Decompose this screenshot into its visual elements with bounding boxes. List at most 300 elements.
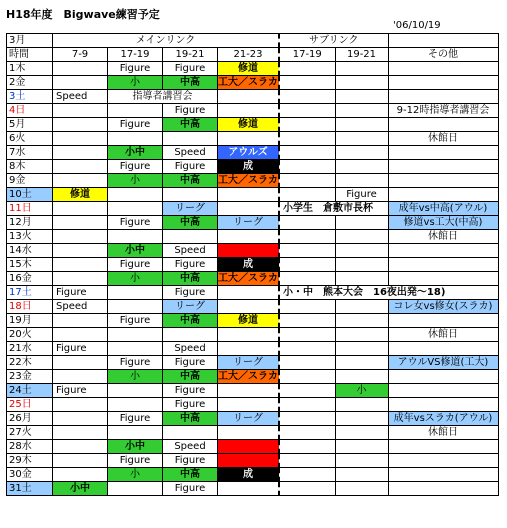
weekday: 火 — [21, 427, 32, 438]
day-row — [7, 146, 499, 160]
weekday: 木 — [21, 357, 32, 368]
slot-cell — [108, 104, 163, 118]
slot-cell: 中高 — [163, 272, 218, 286]
slot-cell: Figure — [108, 62, 163, 76]
slot-cell: Figure — [53, 384, 108, 398]
note-cell: 休館日 — [388, 132, 498, 146]
day-number: 10 — [9, 189, 22, 200]
weekday: 水 — [21, 441, 32, 452]
weekday: 金 — [15, 175, 26, 186]
note-cell — [388, 258, 498, 272]
slot-cell: 小 — [108, 174, 163, 188]
day-label — [7, 62, 53, 76]
weekday: 水 — [21, 343, 32, 354]
day-number: 7 — [9, 147, 16, 158]
day-number: 24 — [9, 385, 22, 396]
weekday: 水 — [21, 245, 32, 256]
day-number: 12 — [9, 217, 22, 228]
slot-cell — [218, 454, 280, 468]
slot-cell — [335, 76, 388, 90]
day-label — [7, 426, 53, 440]
slot-cell: リーグ — [218, 412, 280, 426]
slot-cell — [279, 258, 335, 272]
slot-cell: Figure — [163, 356, 218, 370]
slot-cell — [279, 356, 335, 370]
slot-cell — [108, 286, 163, 300]
other-header: その他 — [388, 48, 498, 62]
slot-cell: 修道 — [218, 62, 280, 76]
note-cell — [388, 188, 498, 202]
slot-cell — [108, 230, 163, 244]
weekday: 月 — [21, 315, 32, 326]
note-cell — [388, 76, 498, 90]
day-number: 22 — [9, 357, 22, 368]
slot-cell — [335, 342, 388, 356]
slot-cell — [53, 468, 108, 482]
weekday: 火 — [15, 133, 26, 144]
slot-cell: 小 — [108, 468, 163, 482]
slot-cell — [279, 174, 335, 188]
day-number: 4 — [9, 105, 16, 116]
slot-cell: Speed — [163, 244, 218, 258]
slot-cell — [335, 146, 388, 160]
slot-cell: Figure — [163, 454, 218, 468]
slot-cell — [335, 216, 388, 230]
slot-cell: 小 — [108, 370, 163, 384]
slot-cell: リーグ — [163, 202, 218, 216]
note-cell — [388, 244, 498, 258]
day-number: 2 — [9, 77, 16, 88]
slot-cell — [279, 230, 335, 244]
weekday: 土 — [21, 385, 32, 396]
slot-cell: 修道 — [218, 314, 280, 328]
slot-cell — [218, 244, 280, 258]
day-row — [7, 426, 499, 440]
day-row — [7, 174, 499, 188]
day-label — [7, 188, 53, 202]
weekday: 月 — [21, 413, 32, 424]
slot-cell — [53, 258, 108, 272]
time-slot: 19-21 — [163, 48, 218, 62]
day-label — [7, 342, 53, 356]
slot-cell — [218, 482, 280, 496]
slot-cell — [335, 160, 388, 174]
slot-cell — [279, 426, 335, 440]
day-row — [7, 370, 499, 384]
day-row — [7, 356, 499, 370]
slot-cell: Figure — [163, 384, 218, 398]
slot-cell: Figure — [163, 258, 218, 272]
weekday: 木 — [21, 259, 32, 270]
slot-cell: 工大／スラカ — [218, 273, 278, 284]
day-label — [7, 76, 53, 90]
note-cell: 成年vsスラカ(アウル) — [388, 412, 498, 426]
day-label — [7, 230, 53, 244]
weekday: 土 — [21, 189, 32, 200]
note-cell — [388, 384, 498, 398]
slot-cell — [279, 454, 335, 468]
day-label — [7, 258, 53, 272]
day-number: 13 — [9, 231, 22, 242]
slot-cell: 成 — [218, 258, 280, 272]
slot-cell — [279, 118, 335, 132]
slot-cell — [53, 146, 108, 160]
slot-cell — [335, 132, 388, 146]
slot-cell — [335, 454, 388, 468]
note-cell — [388, 370, 498, 384]
slot-cell — [218, 286, 280, 300]
day-label — [7, 272, 53, 286]
slot-cell: Figure — [163, 104, 218, 118]
slot-cell — [279, 76, 335, 90]
slot-cell — [218, 90, 280, 104]
slot-cell — [218, 202, 280, 216]
note-cell — [388, 468, 498, 482]
day-label — [7, 482, 53, 496]
note-cell: 修道vs工大(中高) — [388, 216, 498, 230]
weekday: 日 — [15, 105, 26, 116]
slot-cell — [53, 454, 108, 468]
slot-cell: Figure — [108, 356, 163, 370]
slot-cell: 修道 — [53, 188, 108, 202]
day-number: 21 — [9, 343, 22, 354]
day-number: 23 — [9, 371, 22, 382]
slot-cell: 中高 — [163, 76, 218, 90]
slot-cell — [218, 300, 280, 314]
slot-cell — [335, 412, 388, 426]
day-row — [7, 216, 499, 230]
day-label — [7, 370, 53, 384]
slot-cell: Figure — [335, 188, 388, 202]
day-number: 5 — [9, 119, 16, 130]
note-cell: 9-12時指導者講習会 — [388, 104, 498, 118]
slot-cell: 小中 — [53, 482, 108, 496]
time-slot: 21-23 — [218, 48, 280, 62]
day-label — [7, 174, 53, 188]
document-date: '06/10/19 — [393, 20, 441, 31]
day-row — [7, 482, 499, 496]
day-row — [7, 244, 499, 258]
slot-cell — [108, 188, 163, 202]
slot-cell — [335, 90, 388, 104]
header-row-rinks — [7, 34, 499, 48]
slot-cell — [335, 244, 388, 258]
day-label — [7, 356, 53, 370]
note-cell: 休館日 — [388, 230, 498, 244]
slot-cell — [108, 398, 163, 412]
day-number: 28 — [9, 441, 22, 452]
slot-cell: 小中 — [108, 146, 163, 160]
slot-cell: Figure — [163, 482, 218, 496]
slot-cell: アウルズ — [218, 146, 280, 160]
slot-cell — [335, 398, 388, 412]
day-number: 26 — [9, 413, 22, 424]
slot-cell: リーグ — [218, 356, 280, 370]
slot-cell — [218, 342, 280, 356]
day-row — [7, 202, 499, 216]
slot-cell — [53, 356, 108, 370]
slot-cell: 中高 — [163, 118, 218, 132]
slot-cell — [279, 62, 335, 76]
slot-cell — [108, 426, 163, 440]
day-label — [7, 244, 53, 258]
slot-cell — [163, 426, 218, 440]
slot-cell: Figure — [108, 216, 163, 230]
slot-cell — [53, 160, 108, 174]
day-row — [7, 258, 499, 272]
slot-cell — [53, 370, 108, 384]
day-label — [7, 398, 53, 412]
slot-cell: 小 — [108, 76, 163, 90]
slot-cell: Figure — [108, 412, 163, 426]
main-rink-header: メインリンク — [53, 34, 280, 48]
slot-cell — [335, 118, 388, 132]
weekday: 日 — [21, 301, 32, 312]
slot-cell — [53, 398, 108, 412]
slot-cell — [53, 62, 108, 76]
note-cell — [388, 314, 498, 328]
slot-cell — [335, 272, 388, 286]
note-cell — [388, 440, 498, 454]
day-label — [7, 468, 53, 482]
day-label — [7, 104, 53, 118]
weekday: 月 — [21, 217, 32, 228]
weekday: 木 — [21, 455, 32, 466]
slot-cell: 中高 — [163, 216, 218, 230]
slot-cell — [279, 216, 335, 230]
slot-cell — [335, 370, 388, 384]
header-row-times — [7, 48, 499, 62]
note-cell: 成年vs中高(アウル) — [388, 202, 498, 216]
slot-cell — [53, 118, 108, 132]
slot-cell: Figure — [163, 286, 218, 300]
slot-cell — [218, 230, 280, 244]
schedule-table — [6, 33, 499, 496]
slot-cell — [335, 300, 388, 314]
day-number: 8 — [9, 161, 16, 172]
slot-cell: 小・中 熊本大会 16夜出発～18) — [279, 286, 498, 300]
slot-cell: 小 — [108, 272, 163, 286]
slot-cell — [53, 244, 108, 258]
note-cell — [388, 174, 498, 188]
slot-cell — [279, 370, 335, 384]
weekday: 日 — [21, 203, 32, 214]
day-number: 3 — [9, 91, 16, 102]
day-row — [7, 328, 499, 342]
slot-cell — [53, 216, 108, 230]
slot-cell — [335, 314, 388, 328]
day-number: 15 — [9, 259, 22, 270]
day-number: 9 — [9, 175, 16, 186]
day-row — [7, 118, 499, 132]
weekday: 水 — [15, 147, 26, 158]
slot-cell: Speed — [163, 440, 218, 454]
note-cell — [388, 62, 498, 76]
weekday: 金 — [15, 77, 26, 88]
slot-cell — [335, 258, 388, 272]
slot-cell — [163, 230, 218, 244]
slot-cell: 中高 — [163, 370, 218, 384]
slot-cell — [279, 468, 335, 482]
day-row — [7, 468, 499, 482]
slot-cell: リーグ — [163, 300, 218, 314]
day-number: 31 — [9, 483, 22, 494]
slot-cell — [218, 104, 280, 118]
day-label — [7, 118, 53, 132]
slot-cell: 中高 — [163, 314, 218, 328]
slot-cell: Figure — [163, 62, 218, 76]
slot-cell: Figure — [163, 160, 218, 174]
weekday: 火 — [21, 329, 32, 340]
slot-cell — [53, 426, 108, 440]
sub-rink-header: サブリンク — [279, 34, 388, 48]
day-label — [7, 300, 53, 314]
slot-cell: Figure — [53, 286, 108, 300]
slot-cell — [108, 342, 163, 356]
slot-cell — [218, 328, 280, 342]
day-row — [7, 188, 499, 202]
day-row — [7, 398, 499, 412]
time-slot: 19-21 — [335, 48, 388, 62]
slot-cell — [108, 482, 163, 496]
slot-cell: 指導者講習会 — [108, 90, 218, 104]
slot-cell — [53, 314, 108, 328]
time-slot: 7-9 — [53, 48, 108, 62]
slot-cell — [53, 230, 108, 244]
slot-cell — [335, 62, 388, 76]
slot-cell: 中高 — [163, 412, 218, 426]
slot-cell: 成 — [218, 468, 280, 482]
slot-cell — [335, 468, 388, 482]
slot-cell — [163, 328, 218, 342]
slot-cell — [335, 356, 388, 370]
slot-cell — [53, 76, 108, 90]
slot-cell — [335, 230, 388, 244]
note-cell: 休館日 — [388, 328, 498, 342]
slot-cell: Figure — [108, 160, 163, 174]
slot-cell: リーグ — [218, 216, 280, 230]
time-label: 時間 — [7, 48, 53, 62]
slot-cell — [335, 328, 388, 342]
slot-cell — [218, 426, 280, 440]
day-row — [7, 230, 499, 244]
slot-cell — [335, 426, 388, 440]
day-number: 25 — [9, 399, 22, 410]
slot-cell — [279, 188, 335, 202]
day-label — [7, 146, 53, 160]
slot-cell: 中高 — [163, 174, 218, 188]
weekday: 火 — [21, 231, 32, 242]
slot-cell: 工大／スラカ — [218, 371, 278, 382]
day-row — [7, 272, 499, 286]
slot-cell: 小中 — [108, 440, 163, 454]
note-cell — [388, 90, 498, 104]
slot-cell — [335, 104, 388, 118]
slot-cell: Speed — [53, 300, 108, 314]
weekday: 金 — [21, 469, 32, 480]
slot-cell — [53, 104, 108, 118]
day-row — [7, 90, 499, 104]
slot-cell — [279, 384, 335, 398]
day-label — [7, 314, 53, 328]
day-row — [7, 440, 499, 454]
weekday: 土 — [21, 287, 32, 298]
day-label — [7, 202, 53, 216]
slot-cell — [279, 90, 335, 104]
slot-cell — [279, 440, 335, 454]
note-cell — [388, 118, 498, 132]
slot-cell: Figure — [108, 454, 163, 468]
day-number: 6 — [9, 133, 16, 144]
day-number: 1 — [9, 63, 16, 74]
day-number: 30 — [9, 469, 22, 480]
slot-cell: 小中 — [108, 244, 163, 258]
slot-cell — [279, 342, 335, 356]
note-cell: コレ女vs修女(スラカ) — [388, 300, 498, 314]
note-cell: 休館日 — [388, 426, 498, 440]
slot-cell — [108, 202, 163, 216]
weekday: 土 — [21, 483, 32, 494]
day-row — [7, 104, 499, 118]
note-cell — [388, 272, 498, 286]
slot-cell — [279, 132, 335, 146]
day-label — [7, 160, 53, 174]
other-header-blank — [388, 34, 498, 48]
note-cell — [388, 146, 498, 160]
slot-cell: Speed — [163, 342, 218, 356]
note-cell — [388, 454, 498, 468]
slot-cell: Figure — [108, 258, 163, 272]
slot-cell: 工大／スラカ — [218, 77, 278, 88]
slot-cell — [279, 300, 335, 314]
day-row — [7, 314, 499, 328]
day-number: 19 — [9, 315, 22, 326]
day-number: 18 — [9, 301, 22, 312]
slot-cell — [163, 132, 218, 146]
day-label — [7, 286, 53, 300]
slot-cell: 小学生 倉敷市長杯 — [279, 202, 388, 216]
slot-cell — [108, 328, 163, 342]
day-row — [7, 160, 499, 174]
slot-cell — [53, 202, 108, 216]
slot-cell: Figure — [108, 118, 163, 132]
slot-cell: 中高 — [163, 468, 218, 482]
page-title: H18年度 Bigwave練習予定 — [6, 8, 160, 21]
weekday: 金 — [21, 371, 32, 382]
day-row — [7, 454, 499, 468]
note-cell — [388, 342, 498, 356]
note-cell: アウルVS修道(工大) — [388, 356, 498, 370]
slot-cell: 成 — [218, 160, 280, 174]
weekday: 土 — [15, 91, 26, 102]
weekday: 月 — [15, 119, 26, 130]
day-number: 20 — [9, 329, 22, 340]
day-row — [7, 300, 499, 314]
slot-cell — [53, 174, 108, 188]
weekday: 木 — [15, 63, 26, 74]
day-row — [7, 76, 499, 90]
slot-cell — [53, 328, 108, 342]
slot-cell — [108, 300, 163, 314]
day-row — [7, 286, 499, 300]
slot-cell — [279, 328, 335, 342]
day-label — [7, 216, 53, 230]
slot-cell — [279, 398, 335, 412]
slot-cell — [163, 188, 218, 202]
slot-cell: 修道 — [218, 118, 280, 132]
note-cell — [388, 160, 498, 174]
day-label — [7, 384, 53, 398]
